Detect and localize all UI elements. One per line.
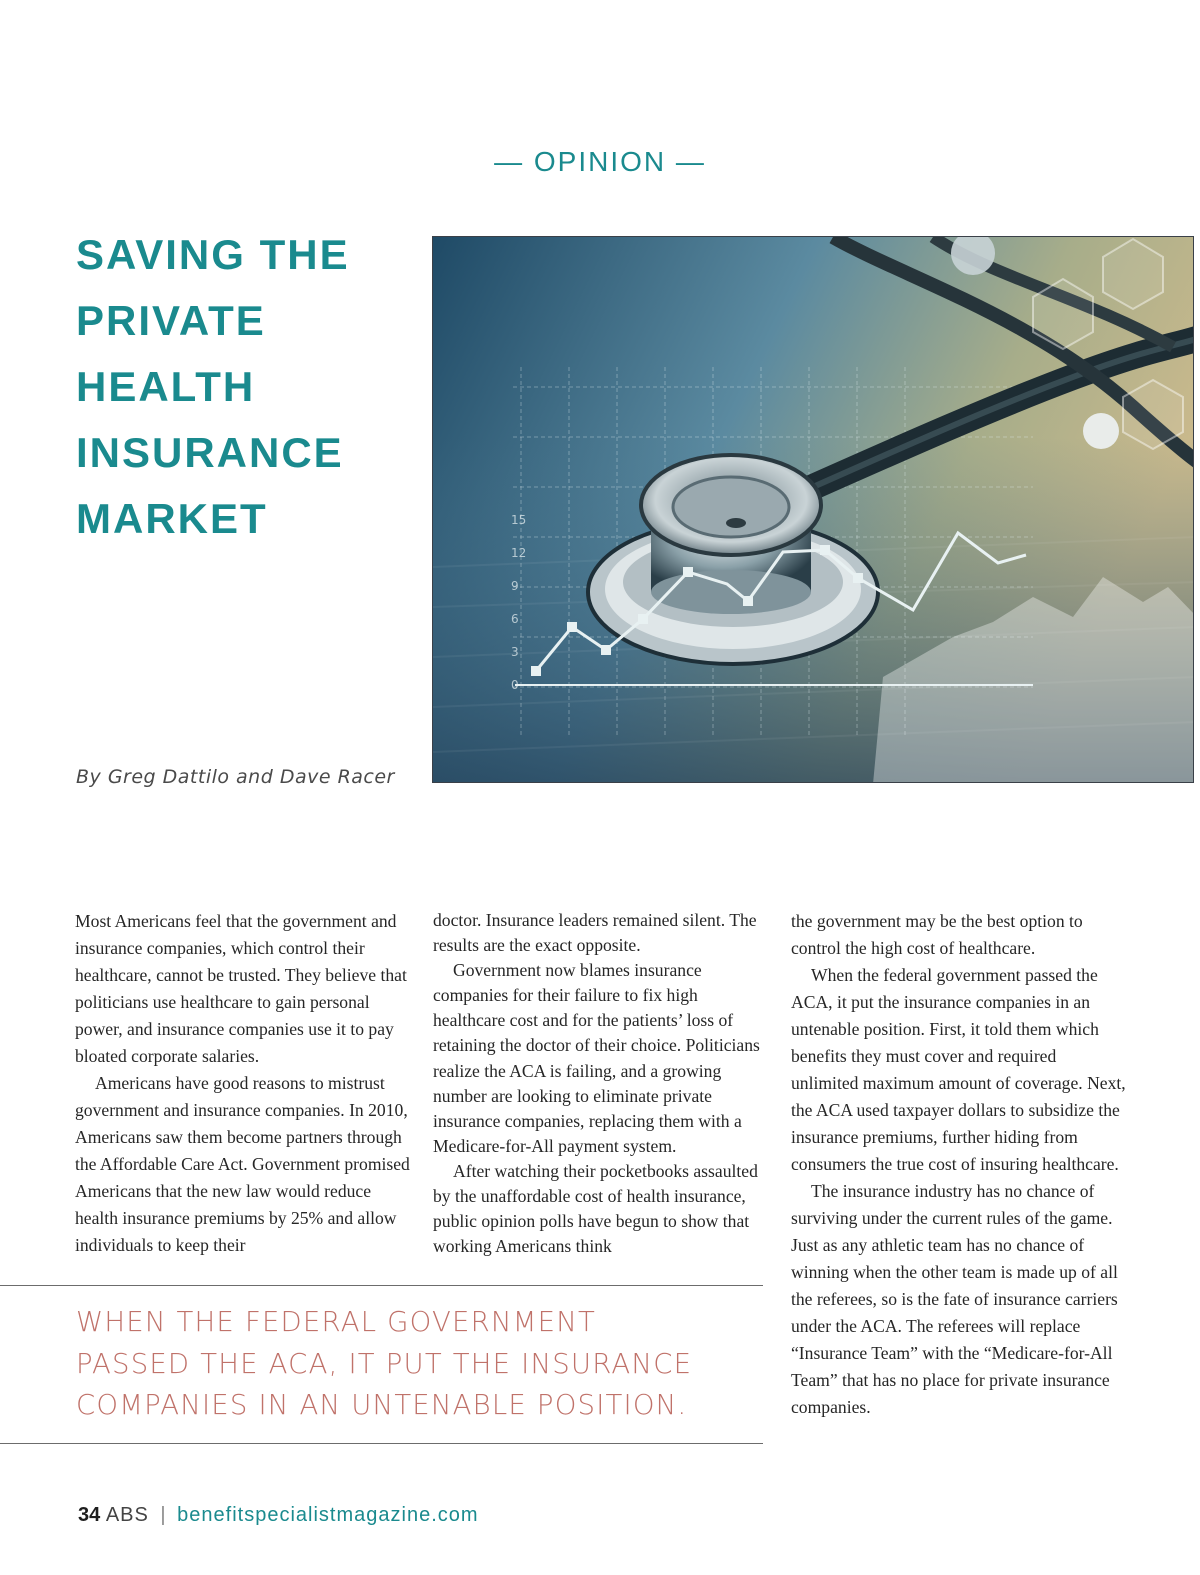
magazine-name: ABS — [105, 1504, 149, 1526]
page-number: 34 — [78, 1504, 101, 1526]
chart-tick: 12 — [511, 546, 527, 560]
section-label: — OPINION — — [494, 146, 706, 177]
magazine-url-link[interactable]: benefitspecialistmagazine.com — [177, 1504, 479, 1526]
pullquote-line: WHEN THE FEDERAL GOVERNMENT — [76, 1306, 596, 1338]
title-line: INSURANCE — [76, 429, 344, 476]
paragraph: Government now blames insurance companies for their failure to fix high healthcare cost and for the patients’ loss of retaining the doctor of their choice. Politicians realize the ACA is failing, and a growing number are looking to eliminate private insurance companies, replacing them with a Medicare-for-All payment system. — [433, 960, 760, 1156]
footer-separator: | — [160, 1504, 166, 1526]
chart-tick: 15 — [511, 513, 527, 527]
paragraph: doctor. Insurance leaders remained silent. The results are the exact opposite. — [433, 910, 757, 956]
title-line: MARKET — [76, 495, 268, 542]
pull-quote — [76, 1302, 736, 1427]
body-column-2 — [433, 908, 768, 1259]
body-column-3 — [791, 908, 1126, 1421]
chart-tick: 0 — [511, 678, 519, 692]
pullquote-line: PASSED THE ACA, IT PUT THE INSURANCE — [76, 1347, 693, 1380]
article-title — [76, 222, 406, 552]
paragraph: Most Americans feel that the government and insurance companies, which control their healthcare, cannot be trusted. They believe that politicians use healthcare to gain personal power, and insurance companies use it to pay bloated corporate salaries. — [75, 911, 407, 1066]
pullquote-top-rule — [0, 1285, 763, 1286]
paragraph: When the federal government passed the ACA, it put the insurance companies in an untenable position. First, it told them which benefits they must cover and required unlimited maximum amount of coverage. Next, the ACA used taxpayer dollars to subsidize the insurance premiums, further hiding from consumers the true cost of insuring healthcare. — [791, 965, 1126, 1174]
chart-tick: 3 — [511, 645, 519, 659]
byline: By Greg Dattilo and Dave Racer — [76, 766, 395, 788]
chart-tick: 9 — [511, 579, 519, 593]
paragraph: The insurance industry has no chance of surviving under the current rules of the game. Just as any athletic team has no chance of winning when the other team is made up of all the referees, so is the fate of insurance carriers under the ACA. The referees will replace “Insurance Team” with the “Medicare-for-All Team” that has no place for private insurance companies. — [791, 1181, 1118, 1417]
title-line: PRIVATE — [76, 297, 266, 344]
paragraph: Americans have good reasons to mistrust government and insurance companies. In 2010, Americans saw them become partners through the Affordable Care Act. Government promised Americans that the new law would reduce health insurance premiums by 25% and allow individuals to keep their — [75, 1073, 410, 1255]
pullquote-line: COMPANIES IN AN UNTENABLE POSITION. — [76, 1389, 688, 1421]
chart-tick: 6 — [511, 612, 519, 626]
hero-image-stethoscope — [432, 236, 1194, 783]
paragraph: After watching their pocketbooks assaulted by the unaffordable cost of health insurance, public opinion polls have begun to show that working Americans think — [433, 1160, 758, 1257]
page-footer — [78, 1504, 479, 1527]
pullquote-bottom-rule — [0, 1443, 763, 1444]
title-line: SAVING THE — [76, 231, 350, 278]
body-column-1 — [75, 908, 410, 1259]
paragraph: the government may be the best option to control the high cost of healthcare. — [791, 911, 1083, 958]
title-line: HEALTH — [76, 363, 256, 410]
